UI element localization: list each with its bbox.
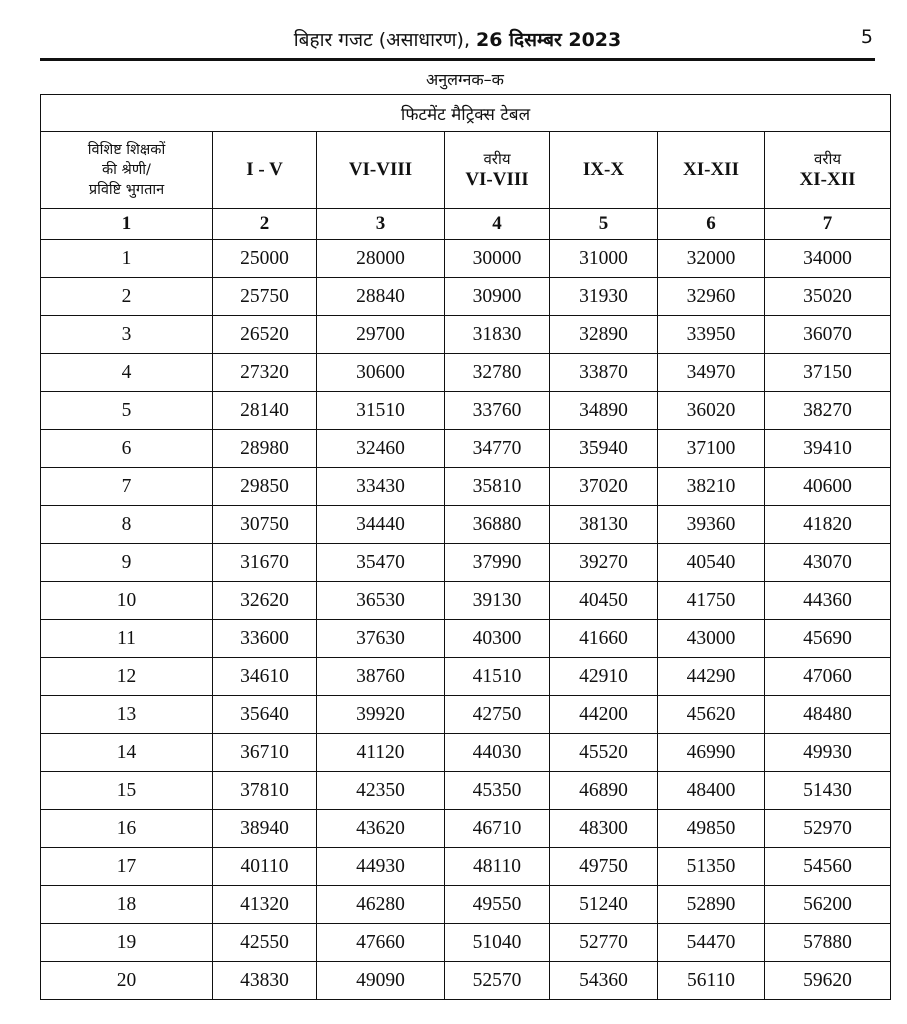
pay-cell: 39920 — [317, 696, 445, 734]
column-header — [445, 132, 550, 209]
pay-cell: 31930 — [550, 278, 658, 316]
row-category-cell: 2 — [41, 278, 213, 316]
pay-cell: 32780 — [445, 354, 550, 392]
pay-cell: 35020 — [765, 278, 891, 316]
row-category-cell: 11 — [41, 620, 213, 658]
pay-cell: 54560 — [765, 848, 891, 886]
column-number: 4 — [445, 209, 550, 240]
pay-cell: 46990 — [658, 734, 765, 772]
table-row — [41, 658, 891, 696]
pay-cell: 48110 — [445, 848, 550, 886]
column-header-main: IX-X — [582, 159, 625, 180]
row-category-cell: 20 — [41, 962, 213, 1000]
pay-cell: 32620 — [213, 582, 317, 620]
row-category-cell: 17 — [41, 848, 213, 886]
row-category-cell: 6 — [41, 430, 213, 468]
pay-cell: 35640 — [213, 696, 317, 734]
pay-cell: 49550 — [445, 886, 550, 924]
table-row — [41, 848, 891, 886]
table-row — [41, 506, 891, 544]
row-category-cell: 13 — [41, 696, 213, 734]
pay-cell: 45690 — [765, 620, 891, 658]
row-category-cell: 14 — [41, 734, 213, 772]
pay-cell: 45520 — [550, 734, 658, 772]
pay-cell: 51350 — [658, 848, 765, 886]
pay-cell: 36710 — [213, 734, 317, 772]
pay-cell: 33950 — [658, 316, 765, 354]
gazette-title — [40, 26, 875, 52]
column-header-main: XI-XII — [799, 169, 856, 190]
pay-cell: 33600 — [213, 620, 317, 658]
pay-cell: 43070 — [765, 544, 891, 582]
pay-cell: 39270 — [550, 544, 658, 582]
pay-cell: 43000 — [658, 620, 765, 658]
row-category-cell: 3 — [41, 316, 213, 354]
pay-cell: 52970 — [765, 810, 891, 848]
pay-cell: 34440 — [317, 506, 445, 544]
column-header-row — [41, 132, 891, 209]
table-row — [41, 924, 891, 962]
fitment-matrix-table — [40, 94, 891, 1000]
pay-cell: 30750 — [213, 506, 317, 544]
column-number: 5 — [550, 209, 658, 240]
pay-cell: 31830 — [445, 316, 550, 354]
table-row — [41, 582, 891, 620]
pay-cell: 59620 — [765, 962, 891, 1000]
gazette-header — [40, 24, 875, 61]
table-row — [41, 620, 891, 658]
pay-cell: 44030 — [445, 734, 550, 772]
pay-cell: 41510 — [445, 658, 550, 696]
pay-cell: 31510 — [317, 392, 445, 430]
pay-cell: 37100 — [658, 430, 765, 468]
pay-cell: 52570 — [445, 962, 550, 1000]
pay-cell: 40450 — [550, 582, 658, 620]
pay-cell: 35810 — [445, 468, 550, 506]
pay-cell: 41820 — [765, 506, 891, 544]
pay-cell: 37810 — [213, 772, 317, 810]
pay-cell: 30900 — [445, 278, 550, 316]
pay-cell: 56200 — [765, 886, 891, 924]
pay-cell: 46890 — [550, 772, 658, 810]
pay-cell: 41120 — [317, 734, 445, 772]
pay-cell: 43830 — [213, 962, 317, 1000]
table-body — [41, 240, 891, 1000]
pay-cell: 44360 — [765, 582, 891, 620]
column-number: 7 — [765, 209, 891, 240]
pay-cell: 28840 — [317, 278, 445, 316]
category-header-line: विशिष्ट शिक्षकों — [87, 142, 166, 158]
pay-cell: 42910 — [550, 658, 658, 696]
pay-cell: 32890 — [550, 316, 658, 354]
pay-cell: 25000 — [213, 240, 317, 278]
pay-cell: 48300 — [550, 810, 658, 848]
pay-cell: 28000 — [317, 240, 445, 278]
pay-cell: 30600 — [317, 354, 445, 392]
pay-cell: 35470 — [317, 544, 445, 582]
page-number: 5 — [860, 26, 873, 48]
pay-cell: 38760 — [317, 658, 445, 696]
column-header-sub: वरीय — [483, 150, 511, 168]
table-row — [41, 886, 891, 924]
pay-cell: 49090 — [317, 962, 445, 1000]
column-number: 3 — [317, 209, 445, 240]
pay-cell: 29850 — [213, 468, 317, 506]
table-row — [41, 734, 891, 772]
pay-cell: 51430 — [765, 772, 891, 810]
table-row — [41, 772, 891, 810]
pay-cell: 28980 — [213, 430, 317, 468]
pay-cell: 32000 — [658, 240, 765, 278]
row-category-cell: 10 — [41, 582, 213, 620]
table-row — [41, 468, 891, 506]
pay-cell: 36880 — [445, 506, 550, 544]
pay-cell: 56110 — [658, 962, 765, 1000]
pay-cell: 42550 — [213, 924, 317, 962]
column-header — [213, 132, 317, 209]
table-row — [41, 544, 891, 582]
pay-cell: 27320 — [213, 354, 317, 392]
row-category-cell: 8 — [41, 506, 213, 544]
pay-cell: 36020 — [658, 392, 765, 430]
pay-cell: 33870 — [550, 354, 658, 392]
pay-cell: 29700 — [317, 316, 445, 354]
row-category-cell: 9 — [41, 544, 213, 582]
row-category-cell: 19 — [41, 924, 213, 962]
row-category-cell: 12 — [41, 658, 213, 696]
table-row — [41, 392, 891, 430]
pay-cell: 47060 — [765, 658, 891, 696]
pay-cell: 48400 — [658, 772, 765, 810]
table-row — [41, 962, 891, 1000]
pay-cell: 37150 — [765, 354, 891, 392]
pay-cell: 46710 — [445, 810, 550, 848]
table-row — [41, 240, 891, 278]
column-header — [765, 132, 891, 209]
pay-cell: 36070 — [765, 316, 891, 354]
pay-cell: 31670 — [213, 544, 317, 582]
pay-cell: 44200 — [550, 696, 658, 734]
pay-cell: 30000 — [445, 240, 550, 278]
pay-cell: 42750 — [445, 696, 550, 734]
category-header-line: प्रविष्टि भुगतान — [88, 182, 165, 198]
table-row — [41, 278, 891, 316]
pay-cell: 34970 — [658, 354, 765, 392]
pay-cell: 34610 — [213, 658, 317, 696]
column-header-main: VI-VIII — [465, 169, 529, 190]
pay-cell: 37990 — [445, 544, 550, 582]
pay-cell: 33760 — [445, 392, 550, 430]
table-row — [41, 354, 891, 392]
pay-cell: 38210 — [658, 468, 765, 506]
column-header-main: I - V — [246, 159, 283, 180]
pay-cell: 42350 — [317, 772, 445, 810]
pay-cell: 57880 — [765, 924, 891, 962]
gazette-date: 26 दिसम्बर 2023 — [476, 29, 622, 51]
pay-cell: 49850 — [658, 810, 765, 848]
pay-cell: 34890 — [550, 392, 658, 430]
row-category-cell: 16 — [41, 810, 213, 848]
pay-cell: 52770 — [550, 924, 658, 962]
pay-cell: 49750 — [550, 848, 658, 886]
pay-cell: 38940 — [213, 810, 317, 848]
pay-cell: 41320 — [213, 886, 317, 924]
pay-cell: 34770 — [445, 430, 550, 468]
table-row — [41, 430, 891, 468]
pay-cell: 37020 — [550, 468, 658, 506]
table-row — [41, 810, 891, 848]
column-header-sub: वरीय — [814, 150, 842, 168]
pay-cell: 37630 — [317, 620, 445, 658]
column-number: 2 — [213, 209, 317, 240]
category-header — [41, 132, 213, 209]
pay-cell: 44290 — [658, 658, 765, 696]
pay-cell: 41750 — [658, 582, 765, 620]
row-category-cell: 1 — [41, 240, 213, 278]
pay-cell: 31000 — [550, 240, 658, 278]
row-category-cell: 5 — [41, 392, 213, 430]
table-row — [41, 316, 891, 354]
pay-cell: 44930 — [317, 848, 445, 886]
pay-cell: 54470 — [658, 924, 765, 962]
pay-cell: 40540 — [658, 544, 765, 582]
pay-cell: 33430 — [317, 468, 445, 506]
pay-cell: 32960 — [658, 278, 765, 316]
row-category-cell: 18 — [41, 886, 213, 924]
pay-cell: 48480 — [765, 696, 891, 734]
category-header-line: की श्रेणी/ — [102, 162, 151, 178]
pay-cell: 28140 — [213, 392, 317, 430]
pay-cell: 45620 — [658, 696, 765, 734]
column-header — [317, 132, 445, 209]
column-header-main: XI-XII — [683, 159, 739, 180]
pay-cell: 51040 — [445, 924, 550, 962]
column-header — [658, 132, 765, 209]
gazette-name: बिहार गजट (असाधारण), — [293, 29, 470, 51]
pay-cell: 38270 — [765, 392, 891, 430]
pay-cell: 46280 — [317, 886, 445, 924]
pay-cell: 47660 — [317, 924, 445, 962]
pay-cell: 36530 — [317, 582, 445, 620]
pay-cell: 35940 — [550, 430, 658, 468]
pay-cell: 52890 — [658, 886, 765, 924]
pay-cell: 45350 — [445, 772, 550, 810]
column-header-main: VI-VIII — [348, 159, 413, 180]
pay-cell: 26520 — [213, 316, 317, 354]
pay-cell: 40300 — [445, 620, 550, 658]
annex-label: अनुलग्नक–क — [426, 70, 504, 89]
pay-cell: 49930 — [765, 734, 891, 772]
pay-cell: 51240 — [550, 886, 658, 924]
pay-cell: 34000 — [765, 240, 891, 278]
column-number-row — [41, 209, 891, 240]
column-header — [550, 132, 658, 209]
pay-cell: 43620 — [317, 810, 445, 848]
pay-cell: 39360 — [658, 506, 765, 544]
column-number: 1 — [41, 209, 213, 240]
pay-cell: 39410 — [765, 430, 891, 468]
pay-cell: 54360 — [550, 962, 658, 1000]
table-row — [41, 696, 891, 734]
pay-cell: 40110 — [213, 848, 317, 886]
table-caption: फिटमेंट मैट्रिक्स टेबल — [41, 95, 891, 132]
row-category-cell: 4 — [41, 354, 213, 392]
pay-cell: 25750 — [213, 278, 317, 316]
row-category-cell: 15 — [41, 772, 213, 810]
pay-cell: 40600 — [765, 468, 891, 506]
row-category-cell: 7 — [41, 468, 213, 506]
pay-cell: 41660 — [550, 620, 658, 658]
column-number: 6 — [658, 209, 765, 240]
pay-cell: 32460 — [317, 430, 445, 468]
pay-cell: 39130 — [445, 582, 550, 620]
pay-cell: 38130 — [550, 506, 658, 544]
